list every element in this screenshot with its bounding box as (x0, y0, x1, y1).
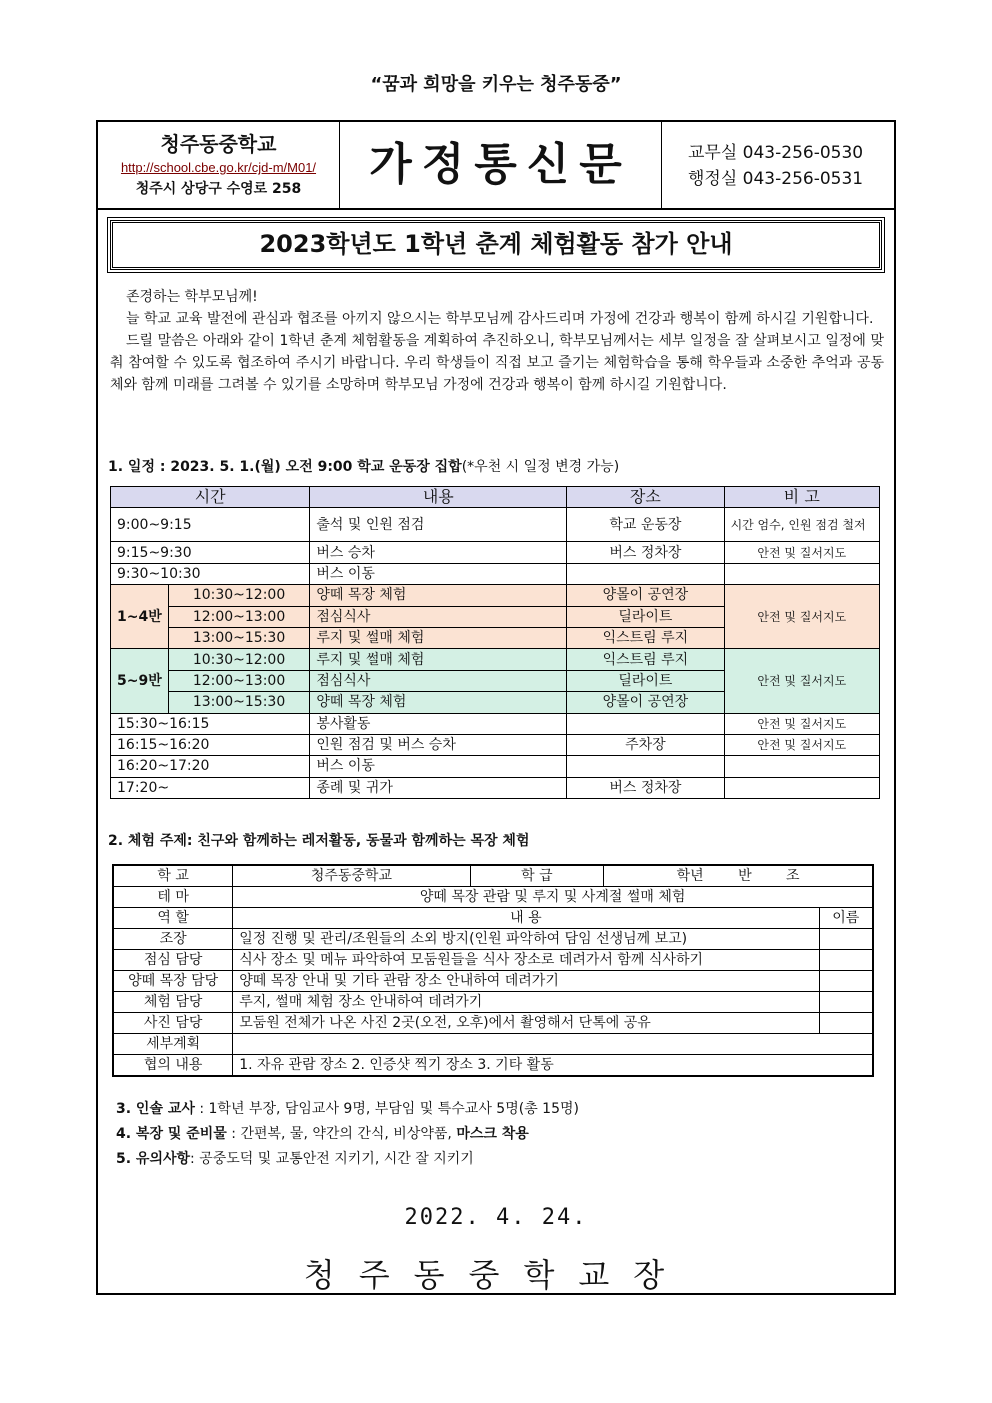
name-cell[interactable] (819, 971, 873, 992)
table-row: 1~4반 10:30~12:00 양떼 목장 체험 양몰이 공연장 안전 및 질서지도 (111, 585, 880, 606)
additional-info (116, 1097, 579, 1172)
notice-title: 2023학년도 1학년 춘계 체험활동 참가 안내 (110, 220, 882, 270)
table-row: 협의 내용 1. 자유 관람 장소 2. 인증샷 찍기 장소 3. 기타 활동 (113, 1055, 873, 1077)
table-row: 9:30~10:30 버스 이동 (111, 563, 880, 584)
table-row: 16:20~17:20 버스 이동 (111, 756, 880, 777)
col-content: 내용 (310, 487, 567, 508)
table-row: 16:15~16:20 인원 점검 및 버스 승차 주차장 안전 및 질서지도 (111, 734, 880, 755)
schedule-table (110, 486, 880, 799)
section-3: 3. 인솔 교사 : 1학년 부장, 담임교사 9명, 부담임 및 특수교사 5명(총 15명) (116, 1101, 579, 1117)
table-row: 13:00~15:30 루지 및 썰매 체험 익스트림 루지 (111, 627, 880, 648)
table-row: 9:00~9:15 출석 및 인원 점검 학교 운동장 시간 엄수, 인원 점검 철저 (111, 508, 880, 542)
col-note: 비 고 (724, 487, 879, 508)
table-row: 9:15~9:30 버스 승차 버스 정차장 안전 및 질서지도 (111, 542, 880, 563)
school-url-link[interactable]: http://school.cbe.go.kr/cjd-m/M01/ (120, 160, 317, 175)
school-address: 청주시 상당구 수영로 258 (135, 181, 302, 197)
newsletter-frame (96, 120, 896, 1295)
table-row: 12:00~13:00 점심식사 딜라이트 (111, 670, 880, 691)
school-name: 청주동중학교 (160, 132, 277, 156)
school-info (98, 122, 340, 208)
table-row: 17:20~ 종례 및 귀가 버스 정차장 (111, 777, 880, 798)
name-cell[interactable] (819, 992, 873, 1013)
newsletter-header (98, 122, 894, 210)
schedule-header-row (111, 487, 880, 508)
table-row: 13:00~15:30 양떼 목장 체험 양몰이 공연장 (111, 692, 880, 713)
table-row: 학 교 청주동중학교 학 급 학년 반 조 (113, 865, 873, 887)
group-2-label: 5~9반 (111, 649, 169, 713)
office-phone-2: 행정실 043-256-0531 (688, 169, 864, 189)
newsletter-title: 가정통신문 (340, 122, 662, 208)
name-cell[interactable] (819, 1013, 873, 1034)
section-1-heading: 1. 일정 : 2023. 5. 1.(월) 오전 9:00 학교 운동장 집합(*우천 시 일정 변경 가능) (108, 459, 620, 475)
col-place: 장소 (567, 487, 724, 508)
contact-info (688, 140, 863, 192)
table-row: 양떼 목장 담당 양떼 목장 안내 및 기타 관람 장소 안내하여 데려가기 (113, 971, 873, 992)
greeting: 존경하는 학부모님께! (126, 289, 258, 305)
name-cell[interactable] (819, 929, 873, 950)
table-row: 조장 일정 진행 및 관리/조원들의 소외 방지(인원 파악하여 담임 선생님께 보고) (113, 929, 873, 950)
issue-date: 2022. 4. 24. (404, 1205, 588, 1230)
table-row: 5~9반 10:30~12:00 루지 및 썰매 체험 익스트림 루지 안전 및 질서지도 (111, 649, 880, 670)
table-row: 역 할 내 용 이름 (113, 908, 873, 929)
intro-paragraph-1: 늘 학교 교육 발전에 관심과 협조를 아끼지 않으시는 학부모님께 감사드리며 가정에 건강과 행복이 함께 하시길 기원합니다. (126, 311, 874, 327)
col-time: 시간 (111, 487, 310, 508)
table-row: 테 마 양떼 목장 관람 및 루지 및 사계절 썰매 체험 (113, 887, 873, 908)
section-2-heading: 2. 체험 주제: 친구와 함께하는 레저활동, 동물과 함께하는 목장 체험 (108, 833, 530, 849)
office-phone-1: 교무실 043-256-0530 (688, 143, 864, 163)
section-4: 4. 복장 및 준비물 : 간편복, 물, 약간의 간식, 비상약품, 마스크 착용 (116, 1126, 529, 1142)
section-5: 5. 유의사항: 공중도덕 및 교통안전 지키기, 시간 잘 지키기 (116, 1151, 474, 1167)
table-row: 체험 담당 루지, 썰매 체험 장소 안내하여 데려가기 (113, 992, 873, 1013)
table-row: 세부계획 (113, 1034, 873, 1055)
team-roles-table (112, 864, 874, 1077)
table-row: 점심 담당 식사 장소 및 메뉴 파악하여 모둠원들을 식사 장소로 데려가서 함께 식사하기 (113, 950, 873, 971)
table-row: 사진 담당 모둠원 전체가 나온 사진 2곳(오전, 오후)에서 촬영해서 단톡에 공유 (113, 1013, 873, 1034)
plan-cell[interactable] (233, 1034, 873, 1055)
group-1-label: 1~4반 (111, 585, 169, 649)
intro-text (110, 286, 884, 396)
slogan: “꿈과 희망을 키우는 청주동중” (370, 74, 622, 95)
table-row: 12:00~13:00 점심식사 딜라이트 (111, 606, 880, 627)
table-row: 15:30~16:15 봉사활동 안전 및 질서지도 (111, 713, 880, 734)
intro-paragraph-2: 드릴 말씀은 아래와 같이 1학년 춘계 체험활동을 계획하여 추진하오니, 학부모님께서는 세부 일정을 잘 살펴보시고 일정에 맞춰 참여할 수 있도록 협조하여 주시기 바랍니다. 우리 학생들이 직접 보고 즐기는 체험학습을 통해 학우들과 소중한 추억과 공동체와 함께 미래를 그려볼 수 있기를 소망하며 학부모님 가정에 건강과 행복이 함께 하시길 기원합니다. (110, 333, 884, 393)
principal-signature: 청주동중학교장 (303, 1256, 689, 1294)
name-cell[interactable] (819, 950, 873, 971)
